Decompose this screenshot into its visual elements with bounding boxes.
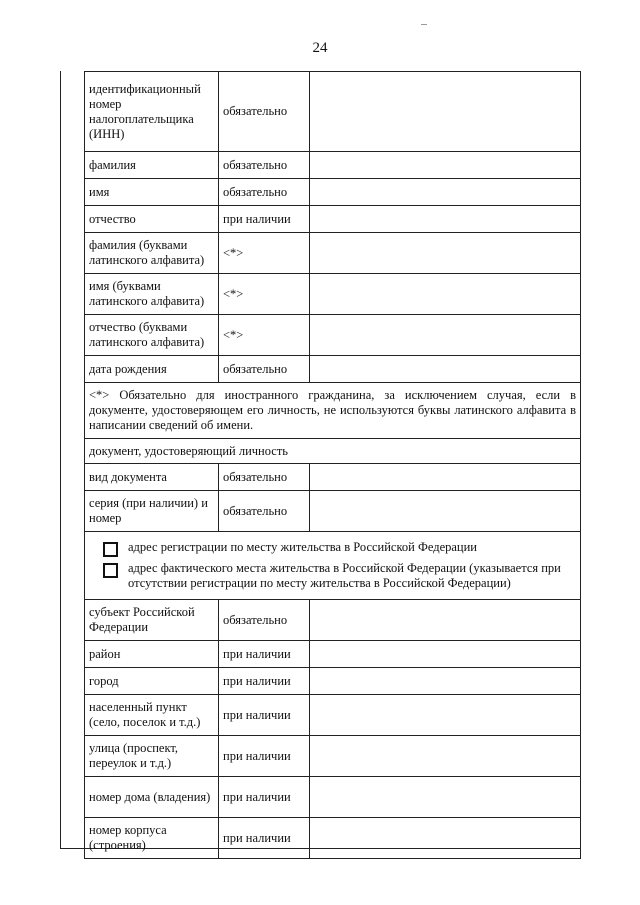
- field-value-cell[interactable]: [310, 464, 581, 491]
- field-requirement: при наличии: [219, 695, 310, 736]
- field-value-cell[interactable]: [310, 668, 581, 695]
- field-label: серия (при наличии) и номер: [85, 491, 219, 532]
- field-label: идентификационный номер налогоплательщика (ИНН): [85, 72, 219, 152]
- field-requirement: при наличии: [219, 668, 310, 695]
- form-row: [85, 777, 581, 818]
- scan-mark: [421, 24, 427, 25]
- field-label: отчество: [85, 206, 219, 233]
- field-value-cell[interactable]: [310, 72, 581, 152]
- form-row: [85, 818, 581, 859]
- field-requirement: <*>: [219, 233, 310, 274]
- footnote-text: <*> Обязательно для иностранного гражданина, за исключением случая, если в документе, удостоверяющем его личность, не используются буквы латинского алфавита в написании сведений об имени.: [85, 383, 581, 439]
- form-row: [85, 695, 581, 736]
- field-requirement: при наличии: [219, 206, 310, 233]
- field-label: имя (буквами латинского алфавита): [85, 274, 219, 315]
- address-type-row: [85, 532, 581, 600]
- field-value-cell[interactable]: [310, 152, 581, 179]
- form-row: [85, 152, 581, 179]
- field-requirement: <*>: [219, 315, 310, 356]
- form-row: [85, 668, 581, 695]
- field-requirement: при наличии: [219, 641, 310, 668]
- form-row: [85, 736, 581, 777]
- checkbox-icon[interactable]: [103, 563, 118, 578]
- form-row: [85, 233, 581, 274]
- field-requirement: обязательно: [219, 464, 310, 491]
- field-value-cell[interactable]: [310, 356, 581, 383]
- field-requirement: обязательно: [219, 491, 310, 532]
- checkbox-icon[interactable]: [103, 542, 118, 557]
- field-requirement: обязательно: [219, 179, 310, 206]
- field-label: фамилия: [85, 152, 219, 179]
- field-value-cell[interactable]: [310, 491, 581, 532]
- field-value-cell[interactable]: [310, 641, 581, 668]
- field-requirement: обязательно: [219, 152, 310, 179]
- form-row: [85, 491, 581, 532]
- form-row: [85, 464, 581, 491]
- field-requirement: обязательно: [219, 600, 310, 641]
- doc-heading-row: [85, 439, 581, 464]
- field-label: город: [85, 668, 219, 695]
- field-requirement: при наличии: [219, 736, 310, 777]
- field-value-cell[interactable]: [310, 179, 581, 206]
- field-label: район: [85, 641, 219, 668]
- address-type-option[interactable]: [91, 540, 574, 557]
- field-value-cell[interactable]: [310, 777, 581, 818]
- field-label: субъект Российской Федерации: [85, 600, 219, 641]
- field-label: улица (проспект, переулок и т.д.): [85, 736, 219, 777]
- form-row: [85, 206, 581, 233]
- form-row: [85, 356, 581, 383]
- page-number: 24: [312, 40, 328, 56]
- field-label: имя: [85, 179, 219, 206]
- field-value-cell[interactable]: [310, 315, 581, 356]
- field-requirement: <*>: [219, 274, 310, 315]
- field-value-cell[interactable]: [310, 600, 581, 641]
- field-label: номер корпуса (строения): [85, 818, 219, 859]
- form-row: [85, 315, 581, 356]
- field-value-cell[interactable]: [310, 274, 581, 315]
- field-value-cell[interactable]: [310, 206, 581, 233]
- field-requirement: обязательно: [219, 356, 310, 383]
- form-row: [85, 274, 581, 315]
- address-type-option[interactable]: [91, 561, 574, 591]
- field-value-cell[interactable]: [310, 736, 581, 777]
- form-row: [85, 179, 581, 206]
- field-label: населенный пункт (село, поселок и т.д.): [85, 695, 219, 736]
- address-type-options: [85, 532, 581, 600]
- form-row: [85, 600, 581, 641]
- personal-data-form-table: [84, 71, 581, 859]
- form-row: [85, 72, 581, 152]
- field-requirement: при наличии: [219, 818, 310, 859]
- field-label: номер дома (владения): [85, 777, 219, 818]
- field-label: отчество (буквами латинского алфавита): [85, 315, 219, 356]
- field-value-cell[interactable]: [310, 233, 581, 274]
- field-value-cell[interactable]: [310, 818, 581, 859]
- field-requirement: при наличии: [219, 777, 310, 818]
- field-label: вид документа: [85, 464, 219, 491]
- field-value-cell[interactable]: [310, 695, 581, 736]
- checkbox-label: адрес фактического места жительства в Российской Федерации (указывается при отсутствии регистрации по месту жительства в Российской Федерации): [128, 561, 561, 590]
- field-requirement: обязательно: [219, 72, 310, 152]
- field-label: фамилия (буквами латинского алфавита): [85, 233, 219, 274]
- footnote-row: [85, 383, 581, 439]
- section-heading: документ, удостоверяющий личность: [85, 439, 581, 464]
- checkbox-label: адрес регистрации по месту жительства в Российской Федерации: [128, 540, 477, 554]
- form-row: [85, 641, 581, 668]
- field-label: дата рождения: [85, 356, 219, 383]
